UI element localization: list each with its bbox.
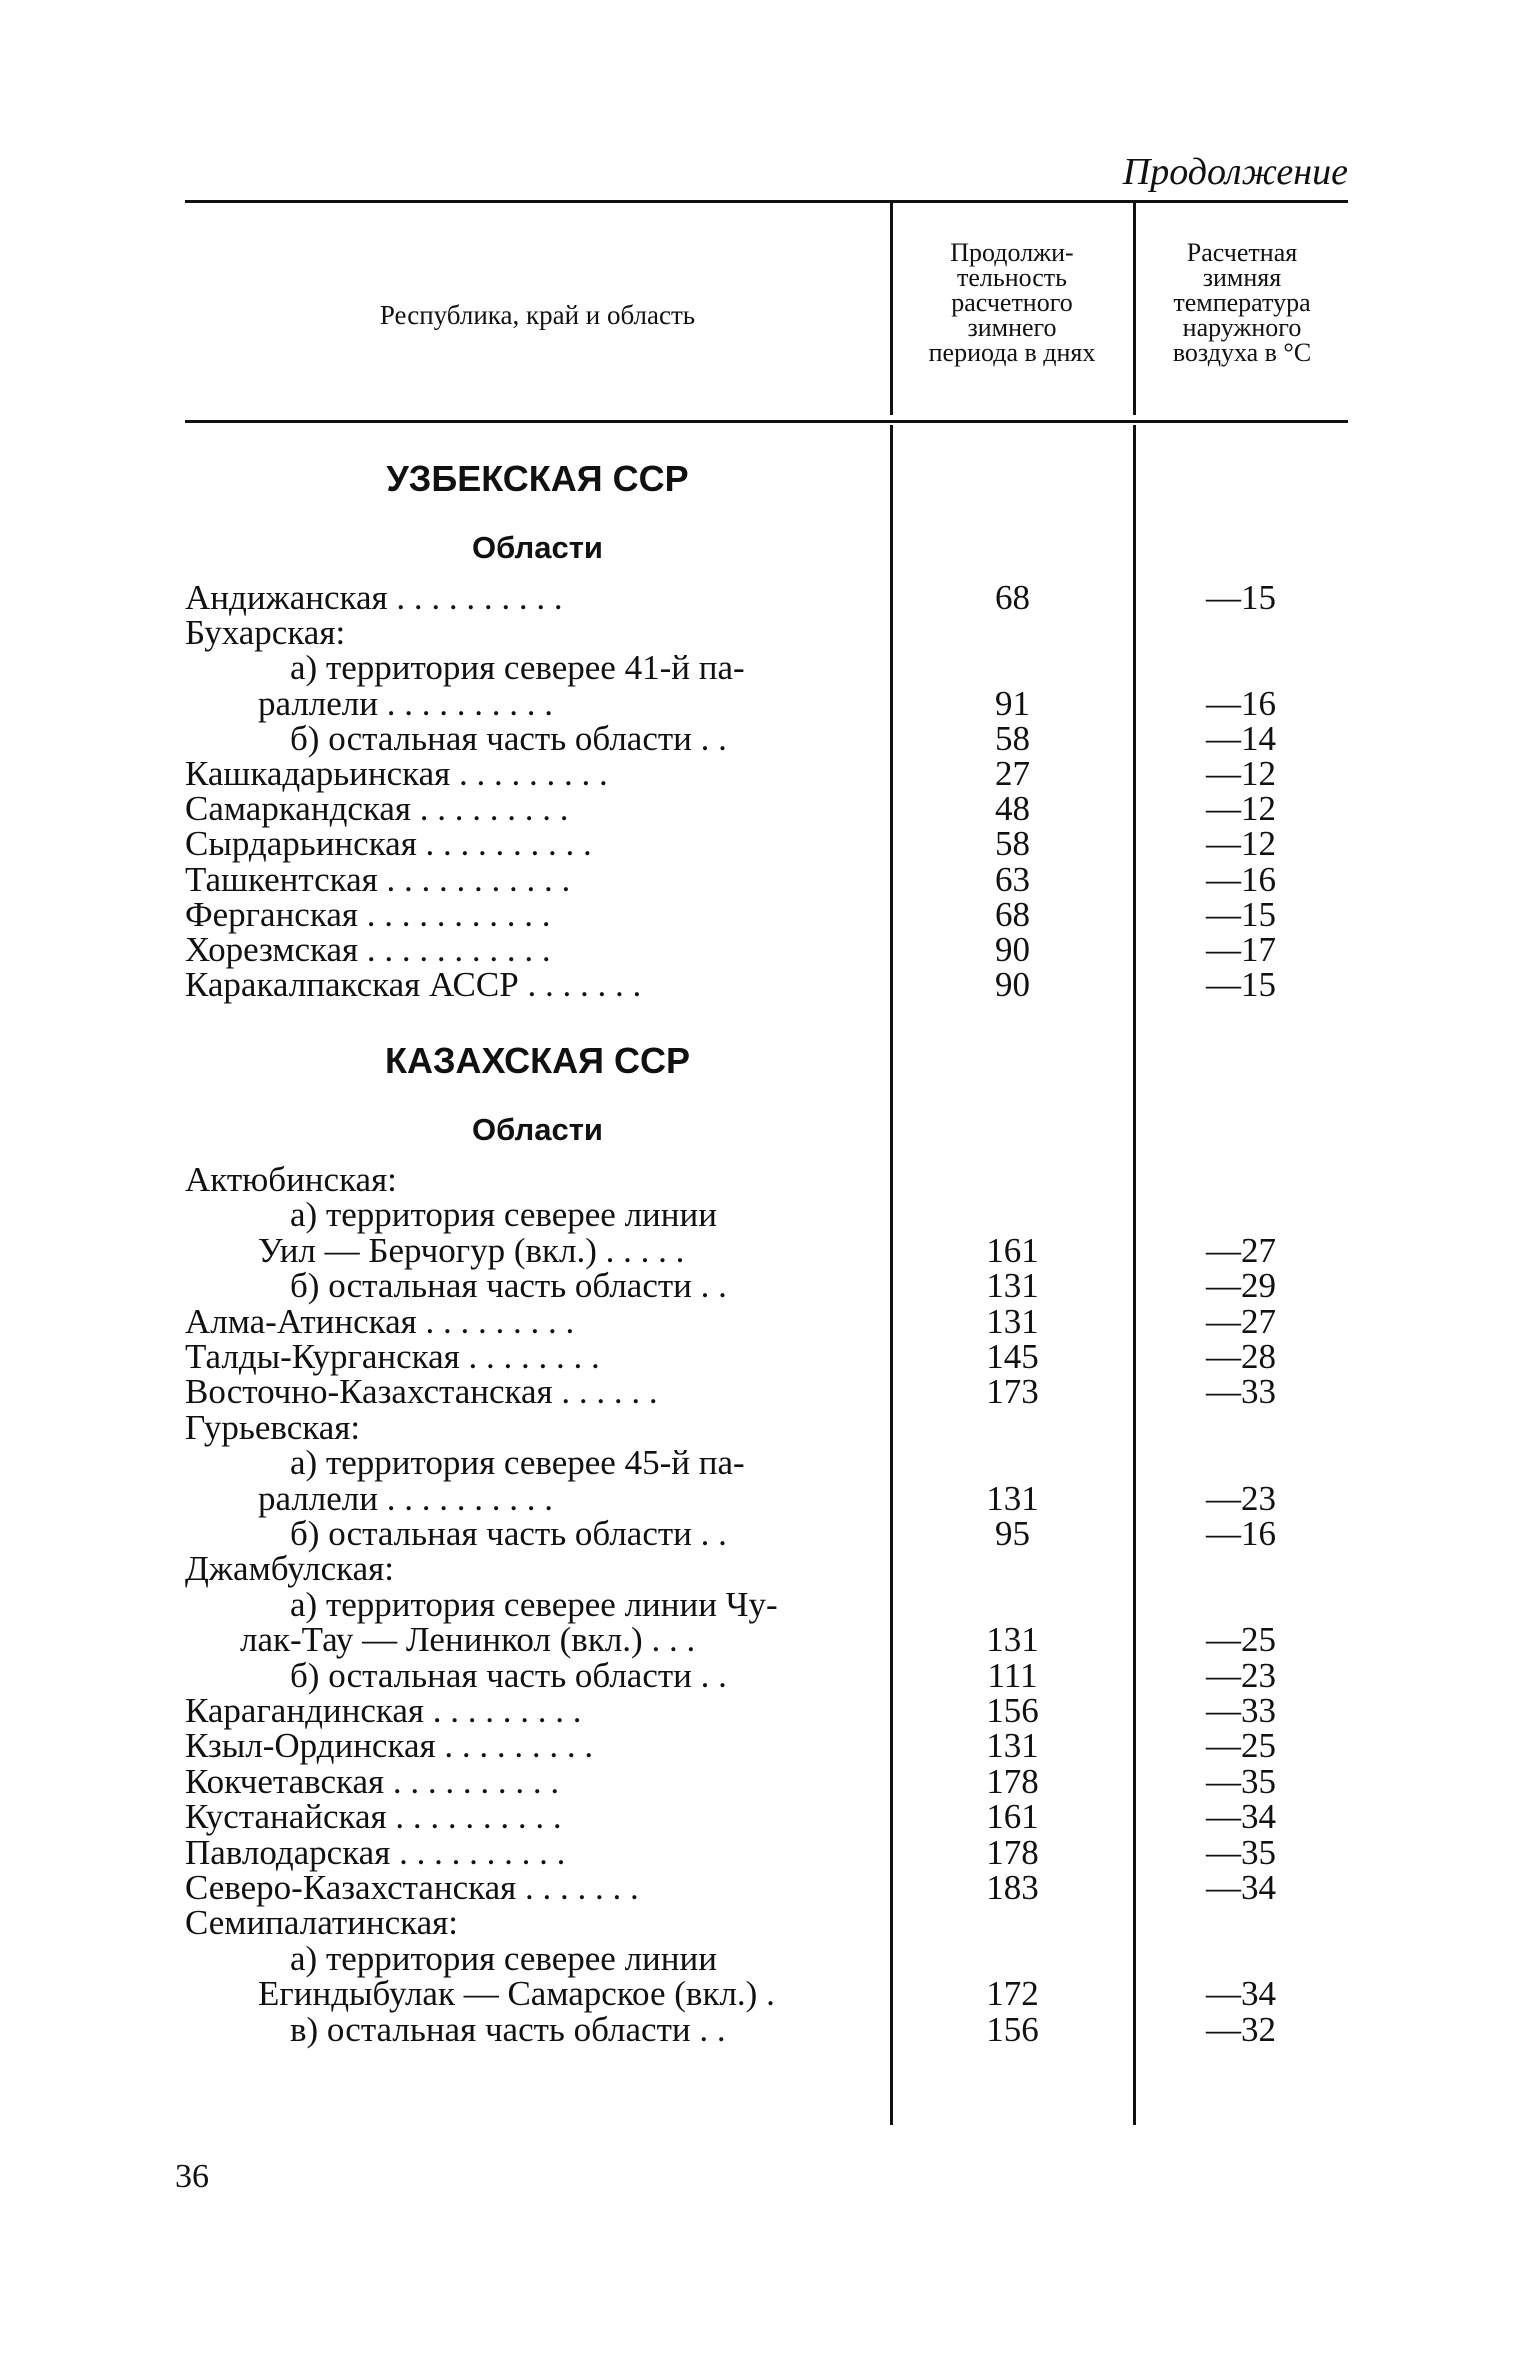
row-region-name: Ферганская . . . . . . . . . . . bbox=[185, 895, 551, 934]
row-region-name: б) остальная часть области . . bbox=[290, 1656, 727, 1695]
row-design-temperature: —34 bbox=[1206, 1797, 1276, 1836]
row-duration-days: 91 bbox=[995, 684, 1030, 723]
row-design-temperature: —25 bbox=[1206, 1620, 1276, 1659]
row-design-temperature: —28 bbox=[1206, 1337, 1276, 1376]
row-region-name: Кустанайская . . . . . . . . . . bbox=[185, 1797, 562, 1836]
row-region-name: а) территория северее 45-й па- bbox=[290, 1443, 745, 1482]
row-region-name: б) остальная часть области . . bbox=[290, 1266, 727, 1305]
row-region-name: а) территория северее линии bbox=[290, 1195, 717, 1234]
row-region-name: Джамбулская: bbox=[185, 1549, 395, 1588]
row-design-temperature: —15 bbox=[1206, 578, 1276, 617]
row-region-name: Алма-Атинская . . . . . . . . . bbox=[185, 1302, 575, 1341]
row-design-temperature: —15 bbox=[1206, 895, 1276, 934]
row-design-temperature: —15 bbox=[1206, 965, 1276, 1004]
row-region-name: Восточно-Казахстанская . . . . . . bbox=[185, 1372, 658, 1411]
row-duration-days: 95 bbox=[995, 1514, 1030, 1553]
row-duration-days: 173 bbox=[986, 1372, 1039, 1411]
row-design-temperature: —32 bbox=[1206, 2010, 1276, 2049]
row-design-temperature: —34 bbox=[1206, 1974, 1276, 2013]
row-region-name: Бухарская: bbox=[185, 613, 346, 652]
row-duration-days: 131 bbox=[986, 1726, 1039, 1765]
row-region-name: б) остальная часть области . . bbox=[290, 719, 727, 758]
row-duration-days: 183 bbox=[986, 1868, 1039, 1907]
header-duration-line: зимнего bbox=[967, 313, 1057, 342]
row-region-name: Кзыл-Ординская . . . . . . . . . bbox=[185, 1726, 594, 1765]
row-design-temperature: —29 bbox=[1206, 1266, 1276, 1305]
row-duration-days: 90 bbox=[995, 930, 1030, 969]
header-duration-line: периода в днях bbox=[928, 338, 1096, 367]
row-duration-days: 131 bbox=[986, 1479, 1039, 1518]
row-region-name: Семипалатинская: bbox=[185, 1903, 458, 1942]
row-region-name: а) территория северее линии Чу- bbox=[290, 1585, 778, 1624]
row-design-temperature: —23 bbox=[1206, 1479, 1276, 1518]
row-region-name: Кокчетавская . . . . . . . . . . bbox=[185, 1762, 560, 1801]
row-region-name: Павлодарская . . . . . . . . . . bbox=[185, 1833, 566, 1872]
row-region-name: Гурьевская: bbox=[185, 1408, 361, 1447]
row-duration-days: 161 bbox=[986, 1797, 1039, 1836]
row-design-temperature: —33 bbox=[1206, 1691, 1276, 1730]
row-duration-days: 156 bbox=[986, 1691, 1039, 1730]
row-design-temperature: —16 bbox=[1206, 1514, 1276, 1553]
section-title: КАЗАХСКАЯ ССР bbox=[384, 1040, 690, 1081]
row-design-temperature: —23 bbox=[1206, 1656, 1276, 1695]
header-temperature-line: зимняя bbox=[1202, 263, 1282, 292]
row-region-name: б) остальная часть области . . bbox=[290, 1514, 727, 1553]
row-duration-days: 58 bbox=[995, 824, 1030, 863]
row-design-temperature: —12 bbox=[1206, 824, 1276, 863]
header-temperature-column bbox=[1136, 240, 1348, 365]
row-design-temperature: —12 bbox=[1206, 789, 1276, 828]
header-temperature-line: Расчетная bbox=[1186, 238, 1298, 267]
row-duration-days: 48 bbox=[995, 789, 1030, 828]
row-design-temperature: —35 bbox=[1206, 1833, 1276, 1872]
row-duration-days: 172 bbox=[986, 1974, 1039, 2013]
row-region-name: раллели . . . . . . . . . . bbox=[258, 1479, 554, 1518]
row-duration-days: 58 bbox=[995, 719, 1030, 758]
row-duration-days: 178 bbox=[986, 1833, 1039, 1872]
row-duration-days: 131 bbox=[986, 1620, 1039, 1659]
row-duration-days: 131 bbox=[986, 1302, 1039, 1341]
row-region-name: Актюбинская: bbox=[185, 1160, 397, 1199]
row-design-temperature: —27 bbox=[1206, 1231, 1276, 1270]
row-region-name: Сырдарьинская . . . . . . . . . . bbox=[185, 824, 592, 863]
row-design-temperature: —27 bbox=[1206, 1302, 1276, 1341]
section-subtitle: Области bbox=[472, 1112, 603, 1147]
row-region-name: Талды-Курганская . . . . . . . . bbox=[185, 1337, 600, 1376]
row-design-temperature: —25 bbox=[1206, 1726, 1276, 1765]
row-design-temperature: —16 bbox=[1206, 684, 1276, 723]
continuation-label: Продолжение bbox=[1122, 151, 1348, 193]
row-region-name: Ташкентская . . . . . . . . . . . bbox=[185, 860, 571, 899]
section-title: УЗБЕКСКАЯ ССР bbox=[386, 458, 689, 499]
header-region-column: Республика, край и область bbox=[379, 300, 696, 330]
page-number: 36 bbox=[175, 2158, 209, 2195]
header-temperature-line: наружного bbox=[1182, 313, 1302, 342]
row-region-name: Самаркандская . . . . . . . . . bbox=[185, 789, 569, 828]
row-region-name: Карагандинская . . . . . . . . . bbox=[185, 1691, 582, 1730]
row-duration-days: 161 bbox=[986, 1231, 1039, 1270]
header-duration-column bbox=[892, 240, 1132, 365]
row-region-name: Андижанская . . . . . . . . . . bbox=[185, 578, 563, 617]
row-design-temperature: —17 bbox=[1206, 930, 1276, 969]
row-region-name: Хорезмская . . . . . . . . . . . bbox=[185, 930, 551, 969]
header-temperature-line: температура bbox=[1173, 288, 1311, 317]
row-region-name: а) территория северее 41-й па- bbox=[290, 648, 745, 687]
row-region-name: Уил — Берчогур (вкл.) . . . . . bbox=[258, 1231, 685, 1270]
row-duration-days: 68 bbox=[995, 578, 1030, 617]
row-region-name: Северо-Казахстанская . . . . . . . bbox=[185, 1868, 639, 1907]
header-bottom-rule bbox=[185, 420, 1348, 423]
row-region-name: Кашкадарьинская . . . . . . . . . bbox=[185, 754, 608, 793]
row-design-temperature: —12 bbox=[1206, 754, 1276, 793]
row-design-temperature: —16 bbox=[1206, 860, 1276, 899]
header-duration-line: расчетного bbox=[951, 288, 1073, 317]
row-duration-days: 111 bbox=[987, 1656, 1038, 1695]
table-top-rule bbox=[185, 200, 1348, 203]
row-duration-days: 68 bbox=[995, 895, 1030, 934]
row-duration-days: 156 bbox=[986, 2010, 1039, 2049]
row-region-name: а) территория северее линии bbox=[290, 1939, 717, 1978]
row-duration-days: 63 bbox=[995, 860, 1030, 899]
row-duration-days: 145 bbox=[986, 1337, 1039, 1376]
row-region-name: раллели . . . . . . . . . . bbox=[258, 684, 554, 723]
row-duration-days: 131 bbox=[986, 1266, 1039, 1305]
row-duration-days: 90 bbox=[995, 965, 1030, 1004]
header-temperature-line: воздуха в °С bbox=[1172, 338, 1312, 367]
row-design-temperature: —35 bbox=[1206, 1762, 1276, 1801]
section-subtitle: Области bbox=[472, 530, 603, 565]
header-duration-line: тельность bbox=[956, 263, 1068, 292]
row-region-name: Каракалпакская АССР . . . . . . . bbox=[185, 965, 642, 1004]
row-design-temperature: —14 bbox=[1206, 719, 1276, 758]
row-duration-days: 178 bbox=[986, 1762, 1039, 1801]
row-duration-days: 27 bbox=[995, 754, 1030, 793]
row-region-name: Егиндыбулак — Самарское (вкл.) . bbox=[258, 1974, 775, 2013]
row-region-name: лак-Тау — Ленинкол (вкл.) . . . bbox=[240, 1620, 696, 1659]
row-design-temperature: —34 bbox=[1206, 1868, 1276, 1907]
header-duration-line: Продолжи- bbox=[950, 238, 1074, 267]
row-design-temperature: —33 bbox=[1206, 1372, 1276, 1411]
row-region-name: в) остальная часть области . . bbox=[290, 2010, 726, 2049]
